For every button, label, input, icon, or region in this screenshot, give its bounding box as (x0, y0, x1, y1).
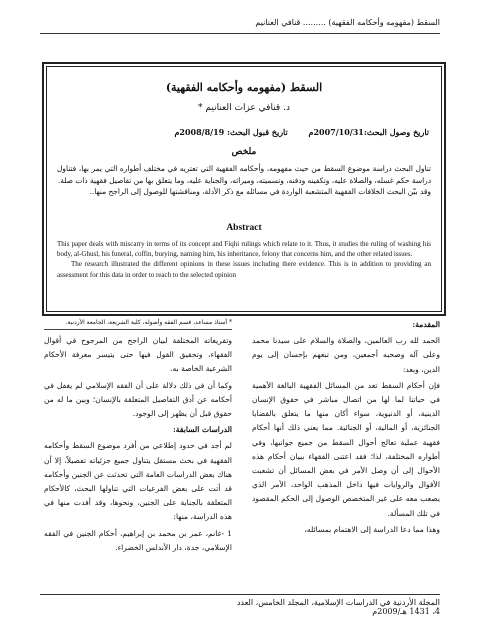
header-title: السقط (مفهومه وأحكامه الفقهية) ......... قنافي العنانيم (255, 18, 440, 27)
article-dates (156, 127, 429, 137)
previous-studies-heading: الدراسات السابقة: (173, 425, 232, 435)
introduction-heading: المقدمة: (412, 320, 440, 329)
arabic-abstract (57, 163, 431, 198)
accepted-date: تاريخ قبول البحث: 2008/8/19م (174, 127, 288, 137)
abstract-box-inner (46, 66, 442, 312)
header-divider (40, 33, 440, 34)
body-paragraph-3: لم أجد في حدود إطلاعي من أفرد موضوع السقط وأحكامه الفقهية في بحث مستقل يتناول جميع جزئياته تفصيلاً، إلا أن هناك بعض الدراسات العامة التي تحدثت عن الجنين وأحكامه قد أتت على بعض الفرعيات التي تناولها البحث، كالأحكام المتعلقة بالجناية على الجنين، ونحوها، وقد أفدت منها في هذه الدراسة، منها: (44, 441, 232, 522)
body-paragraph-1: وتفريعاته المختلفة لبيان الراجح من المرجوح في أقوال الفقهاء، وتحقيق القول فيها حتى يتيسر معرفة الأحكام الشرعية الخاصة به. (44, 336, 232, 374)
intro-paragraph-1: الحمد لله رب العالمين، والصلاة والسلام على سيدنا محمد وعلى آله وصحبه أجمعين، ومن تبعهم بإحسان إلى يوم الدين، وبعد: (252, 336, 440, 374)
received-date: تاريخ وصول البحث:2007/10/31م (308, 127, 429, 137)
footer-journal (237, 598, 440, 616)
right-column (252, 318, 440, 539)
running-header (40, 18, 440, 32)
article-title: السقط (مفهومه وأحكامه الفقهية) (165, 81, 323, 94)
left-column (44, 318, 232, 557)
body-paragraph-4: 1 -غانم، عمر بن محمد بن إبراهيم، أحكام الجنين في الفقه الإسلامي، جدة، دار الأندلس الخضراء. (44, 528, 232, 552)
arabic-abstract-p1: تناول البحث دراسة موضوع السقط من حيث مفهومه، وأحكامه الفقهية التي تعتريه في مختلف أطواره التي يمر بها، فتناول دراسة حكم غسله، والصلاة عليه، وتكفينه ودفنه، وتسميته، وميراثه، والجناية عليه، وما يتعلق بها من تفاصيل فقهية ذات صلة. (57, 164, 431, 185)
english-abstract-p1: This paper deals with miscarry in terms of its concept and Fiqhi rulings which relate to it. Thus, it studies the ruling of washing his body, al-Ghusl, his funeral, coffin, burying, naming him, his inheritance, felony that concerns him, and the other related issues. (57, 240, 431, 259)
intro-paragraph-3: وهذا مما دعا الدراسة إلى الاهتمام بمسائله، (304, 524, 440, 534)
intro-paragraph-2: فإن أحكام السقط تعد من المسائل الفقهية البالغة الأهمية في حياتنا لما لها من اتصال مباشر في حقوق الإنسان الدينية، أو الدنيوية، سواء أكان منها ما يتعلق بالقضايا الجنائزية، أو المالية، أو الجنائية. مما يعني ذلك أنها أحكام فقهية عملية تعالج أحوال السقط من جميع جوانبها، وفي أطواره المختلفة، لذا؛ فقد اعتنى الفقهاء ببيان أحكام هذه الأحوال إلى أن وصل الأمر في بعض المسائل أن تشعبت الأقوال والروايات فيها داخل المذهب الواحد، الأمر الذي يصعب معه على غير المتخصص الوصول إلى الحكم المقصود في تلك المسألة. (252, 380, 440, 518)
author-footnote: * أستاذ مساعد، قسم الفقه وأصوله، كلية الشريعة، الجامعة الأردنية. (44, 318, 232, 330)
english-abstract (57, 239, 431, 280)
abstract-box (42, 62, 446, 316)
english-abstract-p2: The research illustrated the different opinions in these issues including there evidence. This is in addition to providing an assessment for this data in order to reach to the selected opinion (57, 260, 431, 279)
article-author: د. قنافي عزات العنانيم * (198, 103, 290, 113)
english-abstract-heading: Abstract (226, 223, 262, 233)
footer-journal-name: المجلة الأردنية في الدراسات الإسلامية، المجلد الخامس، العدد (236, 598, 440, 607)
footer-divider (40, 594, 440, 595)
arabic-abstract-p2: وقد بيّن البحث الخلافات الفقهية المتشعبة الواردة في مسائله مع ذكر الأدلة، ومناقشتها للوصول إلى الراجح منها.. (89, 187, 431, 196)
body-paragraph-2: وكما أن في ذلك دلالة على أن الفقه الإسلامي لم يغفل في أحكامه عن أدق التفاصيل المتعلقة بالإنسان؛ وبين ما له من حقوق قبل أن يظهر إلى الوجود. (44, 380, 232, 419)
arabic-abstract-heading: ملخص (231, 147, 257, 157)
footer-issue: 4، 1431 هـ/2009م (372, 607, 440, 616)
